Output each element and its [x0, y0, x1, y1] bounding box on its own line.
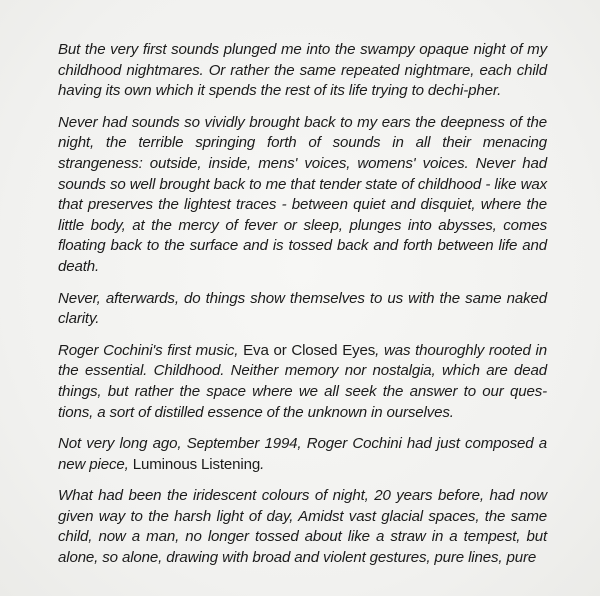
- paragraph-6: What had been the iridescent colours of night, 20 years before, had now given way to the harsh light of day, Amidst vast glacial spaces, the same child, now a man, no longer tossed about like a straw in a tempest, but alone, so alone, drawing with broad and violent gestures, pure lines, pure: [58, 487, 547, 567]
- paragraph-5-intro: Not very long ago, September 1994, Roger Cochini had just composed a new piece,: [58, 435, 547, 473]
- paragraph-2: Never had sounds so vividly brought back to my ears the deepness of the night, the terrible springing forth of sounds in all their menacing strangeness: outside, inside, mens' voices, womens' voices. Never had sounds so well brought back to me that tender state of childhood - like wax that preserves the lightest traces - between quiet and disquiet, where the little body, at the mercy of fever or sleep, plunges into abysses, comes floating back to the surface and is tossed back and forth between life and death.: [58, 113, 547, 275]
- paragraph-5: [58, 434, 547, 475]
- paragraph-5-end: .: [260, 455, 265, 473]
- paragraph-4-intro: Roger Cochini's first music,: [58, 341, 244, 359]
- paragraph-3: Never, afterwards, do things show themselves to us with the same naked clarity.: [58, 289, 547, 328]
- paragraph-1: But the very first sounds plunged me into the swampy opaque night of my childhood nightmares. Or rather the same repeated nightmare, each child having its own which it spends the rest of its life trying to dechi-pher.: [58, 41, 547, 100]
- essay-text: [58, 40, 547, 580]
- work-title-luminous: Luminous Listening: [132, 455, 261, 473]
- paragraph-4-body: , was thouroghly rooted in the essential. Childhood. Neither memory nor nostalgia, which are dead things, but rather the space where we all seek the answer to our ques-tions, a sort of distilled essence of the unknown in ourselves.: [58, 341, 547, 421]
- paragraph-4: [58, 341, 547, 423]
- work-title-eva: Eva or Closed Eyes: [243, 341, 376, 359]
